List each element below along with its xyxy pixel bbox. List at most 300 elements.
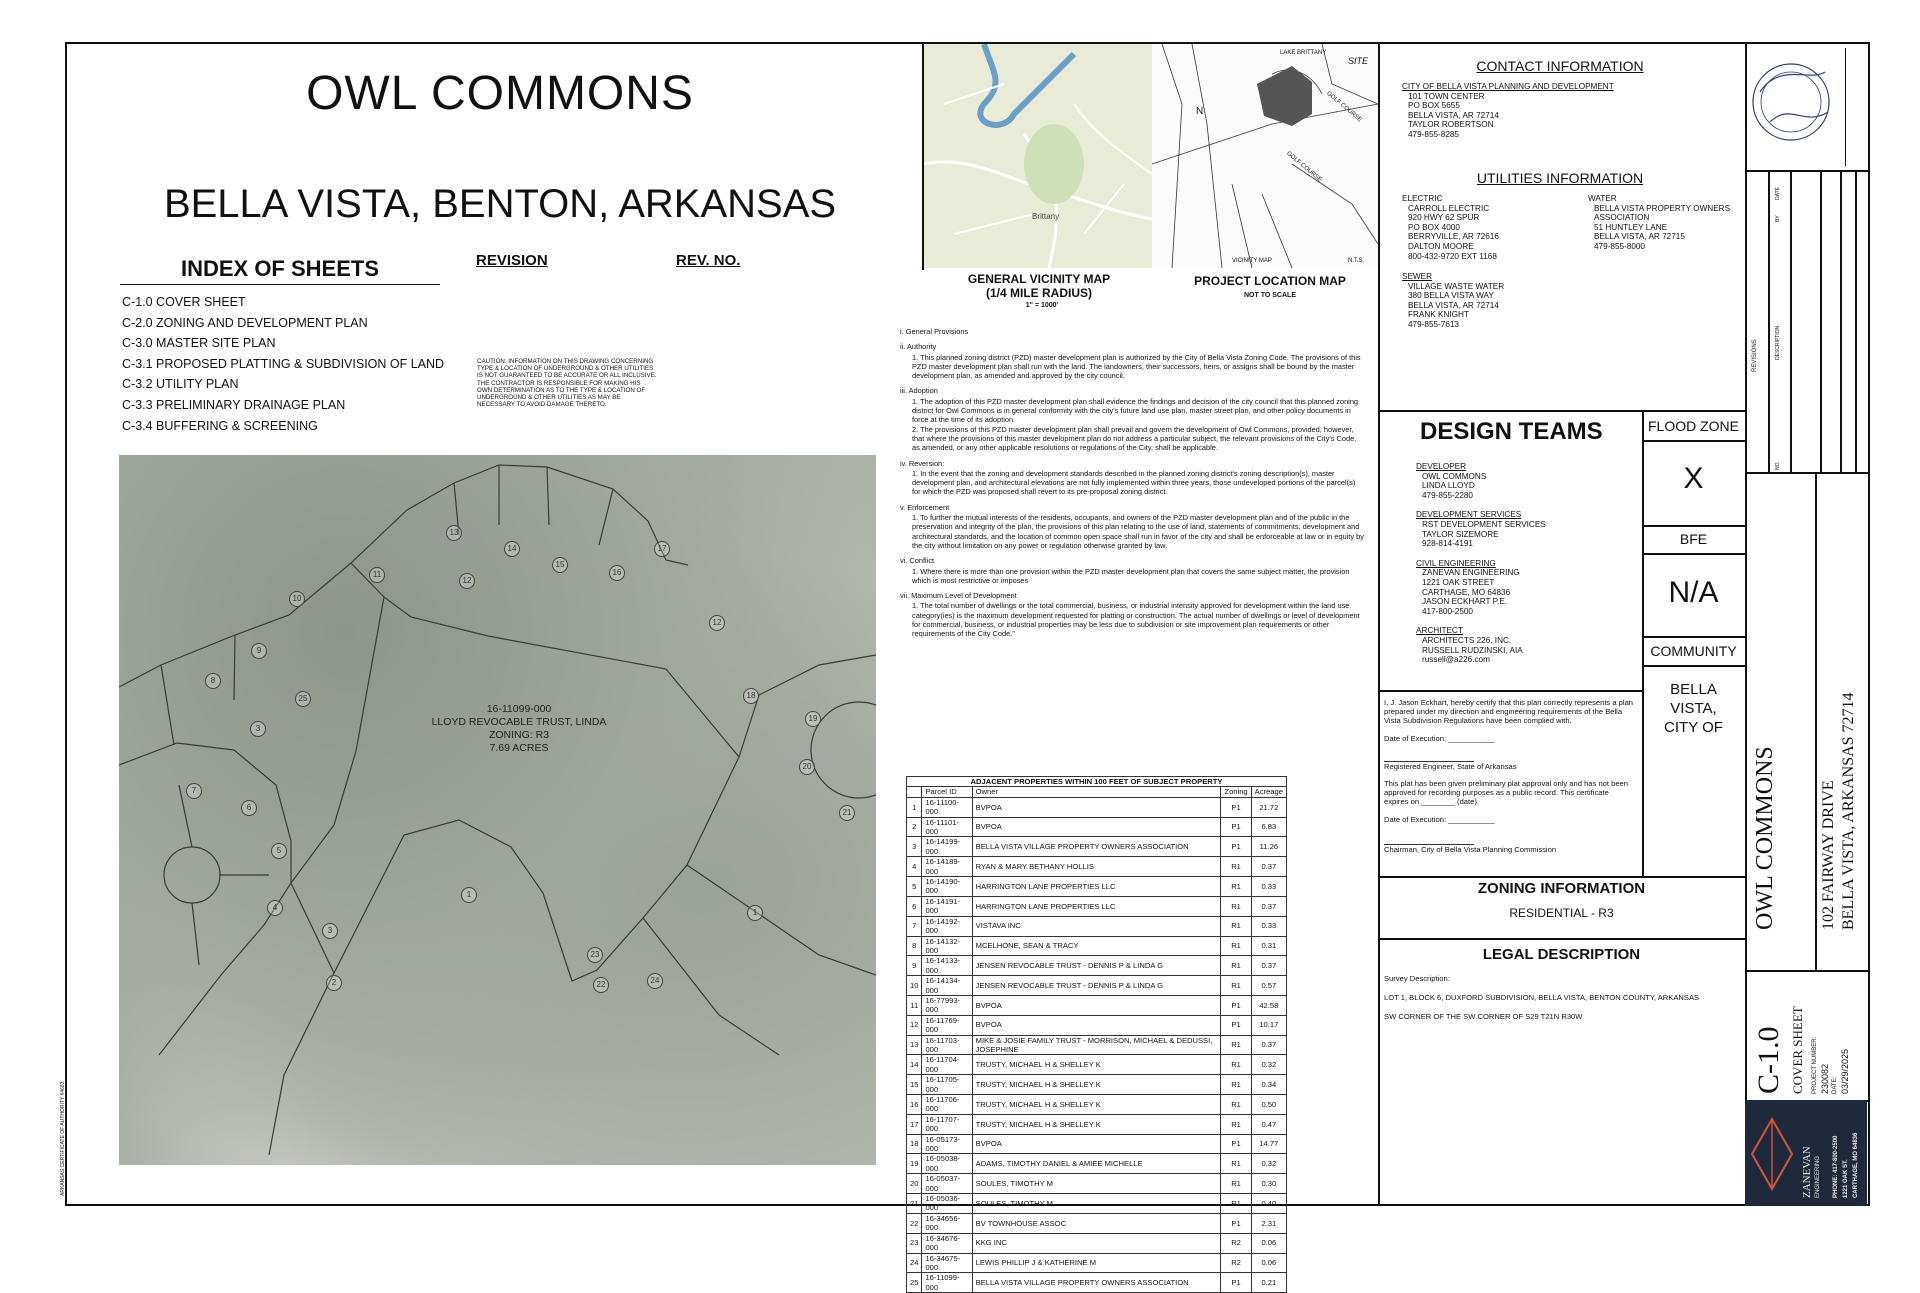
community-value <box>1642 680 1745 737</box>
table-cell: 17 <box>907 1114 922 1134</box>
north-arrow: N <box>1196 106 1204 117</box>
adoption-heading: iii. Adoption <box>900 386 938 396</box>
table-cell: 22 <box>907 1213 922 1233</box>
table-row <box>907 1273 1287 1293</box>
lot-marker: 5 <box>271 843 287 859</box>
table-cell: 0.06 <box>1251 1253 1286 1273</box>
table-cell: 21 <box>907 1194 922 1214</box>
table-cell: 7 <box>907 916 922 936</box>
contact-line: BELLA VISTA, AR 72714 <box>1408 110 1499 120</box>
table-cell: 24 <box>907 1253 922 1273</box>
table-row <box>907 1015 1287 1035</box>
contact-line: TAYLOR ROBERTSON <box>1408 120 1494 130</box>
table-row <box>907 817 1287 837</box>
table-cell: 5 <box>907 877 922 897</box>
lot-marker: 8 <box>205 673 221 689</box>
table-cell: BVPOA <box>972 1015 1221 1035</box>
flood-h2 <box>1642 525 1745 527</box>
community-line: CITY OF <box>1664 719 1723 736</box>
project-location-map <box>1152 44 1378 268</box>
civil-line: 417-800-2500 <box>1422 606 1473 616</box>
table-cell: MCELHONE, SEAN & TRACY <box>972 936 1221 956</box>
table-cell: TRUSTY, MICHAEL H & SHELLEY K <box>972 1114 1221 1134</box>
lot-marker: 25 <box>295 691 311 707</box>
civil-line: 1221 OAK STREET <box>1422 577 1495 587</box>
table-cell: R1 <box>1221 936 1251 956</box>
table-cell: P1 <box>1221 817 1251 837</box>
rev-v5 <box>1855 170 1857 472</box>
table-cell: MIKE & JOSIE FAMILY TRUST - MORRISON, MICHAEL & DEDUSSI, JOSEPHINE <box>972 1035 1221 1055</box>
table-cell: 10.17 <box>1251 1015 1286 1035</box>
column-header: Owner <box>972 787 1221 797</box>
table-row <box>907 857 1287 877</box>
table-cell: 0.40 <box>1251 1194 1286 1214</box>
sewer-line: FRANK KNIGHT <box>1408 310 1469 320</box>
table-cell: BVPOA <box>972 817 1221 837</box>
certification-text: I, J. Jason Eckhart, hereby certify that this plan correctly represents a plan prepared under my direction and engineering requirements of the Bella Vista Subdivision Regulations have been complied with. <box>1384 698 1634 726</box>
table-cell: 16-05037-000 <box>922 1174 972 1194</box>
table-cell: SOULES, TIMOTHY M <box>972 1194 1221 1214</box>
lot-marker: 21 <box>839 805 855 821</box>
zoning-divider <box>1378 876 1745 878</box>
table-cell: 0.37 <box>1251 896 1286 916</box>
firm-logo-icon <box>1747 1114 1797 1194</box>
table-cell: 1 <box>907 797 922 817</box>
vicinity-map-title: GENERAL VICINITY MAP (1/4 MILE RADIUS) <box>967 272 1111 300</box>
table-cell: 16-11100-000 <box>922 797 972 817</box>
community-heading: COMMUNITY <box>1650 643 1737 659</box>
lot-marker: 24 <box>647 973 663 989</box>
electric-heading: ELECTRIC <box>1402 194 1443 203</box>
contact-org: CITY OF BELLA VISTA PLANNING AND DEVELOPMENT <box>1402 82 1614 91</box>
vicinity-map-footer: VICINITY MAP <box>1232 258 1272 264</box>
table-cell: 11 <box>907 995 922 1015</box>
table-body <box>907 797 1287 1292</box>
sewer-line: VILLAGE WASTE WATER <box>1408 281 1505 291</box>
table-cell: 16-14134-000 <box>922 976 972 996</box>
project-number: 230082 <box>1820 1063 1830 1094</box>
revision-heading: REVISION <box>476 252 548 269</box>
table-cell: R2 <box>1221 1233 1251 1253</box>
table-cell: 8 <box>907 936 922 956</box>
contact-line: 479-855-8285 <box>1408 129 1459 139</box>
lot-marker: 1 <box>461 887 477 903</box>
devserv-line: TAYLOR SIZEMORE <box>1422 529 1499 539</box>
table-cell: 18 <box>907 1134 922 1154</box>
survey-label: Survey Description: <box>1384 974 1450 983</box>
table-row <box>907 1134 1287 1154</box>
table-row <box>907 916 1287 936</box>
table-cell: 0.31 <box>1251 936 1286 956</box>
execution-date-2: Date of Execution: ___________ <box>1384 814 1495 824</box>
table-cell: 25 <box>907 1273 922 1293</box>
lot-marker: 19 <box>805 711 821 727</box>
sewer-line: 380 BELLA VISTA WAY <box>1408 291 1494 301</box>
table-cell: 0.34 <box>1251 1075 1286 1095</box>
titleblock-project: OWL COMMONS <box>1752 746 1778 930</box>
adoption-text-1: 1. The adoption of this PZD master development plan shall evidence the findings and decision of the city council that this planned zoning district for Owl Commons is in general conformity with the city's future land use plan, master street plan, and other policy documents in force at the time of its adoption. <box>912 396 1359 425</box>
revisions-label: REVISIONS <box>1752 339 1758 372</box>
table-cell: ADAMS, TIMOTHY DANIEL & AMIEE MICHELLE <box>972 1154 1221 1174</box>
contact-heading: CONTACT INFORMATION <box>1476 58 1644 74</box>
table-cell: 19 <box>907 1154 922 1174</box>
table-cell: 16-11706-000 <box>922 1095 972 1115</box>
golf-course-label: GOLF COURSE <box>1325 90 1363 124</box>
table-cell: 16-11707-000 <box>922 1114 972 1134</box>
seal-graphic <box>1750 52 1832 152</box>
table-cell: 13 <box>907 1035 922 1055</box>
project-location: BELLA VISTA, BENTON, ARKANSAS <box>163 182 837 226</box>
max-development-text: 1. The total number of dwellings or the total commercial, business, or industrial intensity approved for development within the land use category(ies) is the maximum development requested for platting or construction. The actual number of dwellings or level of development for commercial, business, or industrial properties may be less due to subdivision or site improvement plan requirements or other requirements of the City Code." <box>912 601 1360 639</box>
table-cell: P1 <box>1221 1015 1251 1035</box>
table-row <box>907 896 1287 916</box>
authority-certificate: ARKANSAS CERTIFICATE OF AUTHORITY #4683 <box>60 1081 66 1196</box>
firm-name: ZANEVAN <box>1801 1146 1813 1198</box>
table-cell: VISTAVA INC <box>972 916 1221 936</box>
authority-text: 1. This planned zoning district (PZD) master development plan is authorized by the City of Bella Vista Zoning Code. The provisions of this PZD master development plan shall run with the land. The landowners, their successors, heirs, or assigns shall be bound by the master development plan, as amended and approved by the city council. <box>912 352 1361 381</box>
location-map-title: PROJECT LOCATION MAP <box>1194 274 1346 288</box>
index-heading: INDEX OF SHEETS <box>120 256 440 285</box>
rev-col-by: BY <box>1775 215 1781 222</box>
rev-v2 <box>1790 170 1792 472</box>
firm-city: CARTHAGE, MO 64836 <box>1853 1132 1859 1198</box>
table-row <box>907 837 1287 857</box>
enforcement-text: 1. To further the mutual interests of the residents, occupants, and owners of the PZD master development plan and of the public in the preservation and integrity of the plan, the provisions of this plan relating to the use of land, statements of commitments, development and architectural standards, and the location of common open space shall run in favor of the city and shall be enforceable at law or in equity by the city without limitation on any power or regulation otherwise granted by law. <box>912 513 1364 550</box>
table-cell: R1 <box>1221 896 1251 916</box>
rev-no-heading: REV. NO. <box>676 252 741 269</box>
bfe-value: N/A <box>1668 576 1719 609</box>
table-row <box>907 976 1287 996</box>
flood-h1 <box>1642 440 1745 442</box>
titleblock-address-2: BELLA VISTA, ARKANSAS 72714 <box>1840 692 1857 930</box>
table-row <box>907 1075 1287 1095</box>
table-cell: R2 <box>1221 1253 1251 1273</box>
table-cell: R1 <box>1221 1174 1251 1194</box>
table-cell: 9 <box>907 956 922 976</box>
general-provisions <box>900 327 1365 639</box>
table-row <box>907 1174 1287 1194</box>
utilities-heading: UTILITIES INFORMATION <box>1476 170 1644 186</box>
table-cell: 0.30 <box>1251 1174 1286 1194</box>
sewer-line: 479-855-7613 <box>1408 319 1459 329</box>
table-row <box>907 1253 1287 1273</box>
table-cell: BELLA VISTA VILLAGE PROPERTY OWNERS ASSOCIATION <box>972 837 1221 857</box>
table-cell: P1 <box>1221 1213 1251 1233</box>
table-cell: 16-14189-000 <box>922 857 972 877</box>
legal-divider <box>1378 938 1745 940</box>
site-boundary-lines <box>119 455 876 1165</box>
zoning-heading: ZONING INFORMATION <box>1477 880 1646 897</box>
vicinity-map-drawing <box>924 44 1152 268</box>
firm-phone: PHONE: 417-800-2500 <box>1833 1135 1839 1198</box>
provisions-heading: i. General Provisions <box>900 327 969 336</box>
table-cell: 16-11704-000 <box>922 1055 972 1075</box>
table-row <box>907 797 1287 817</box>
conflict-heading: vi. Conflict <box>900 556 935 566</box>
sheet-number: C-1.0 <box>1752 1026 1785 1094</box>
electric-block <box>1402 194 1499 261</box>
legal-heading: LEGAL DESCRIPTION <box>1482 946 1641 963</box>
rev-v4 <box>1840 170 1842 472</box>
table-cell: 14.77 <box>1251 1134 1286 1154</box>
table-row <box>907 1194 1287 1214</box>
table-cell: 0.57 <box>1251 976 1286 996</box>
tb-h1 <box>1745 170 1870 172</box>
table-cell: BVPOA <box>972 995 1221 1015</box>
reversion-heading: iv. Reversion: <box>900 458 945 468</box>
rev-col-no: NO. <box>1775 461 1781 470</box>
rev-col-date: DATE <box>1775 187 1781 200</box>
flood-zone-heading: FLOOD ZONE <box>1647 418 1739 434</box>
zoning-value: RESIDENTIAL - R3 <box>1509 906 1614 920</box>
rev-col-description: DESCRIPTION <box>1775 325 1781 360</box>
table-cell: LEWIS PHILLIP J & KATHERINE M <box>972 1253 1221 1273</box>
tb-h2 <box>1745 472 1870 474</box>
table-cell: 2 <box>907 817 922 837</box>
table-row <box>907 1035 1287 1055</box>
contact-block <box>1402 82 1614 140</box>
table-cell: 11.26 <box>1251 837 1286 857</box>
sheet-name: COVER SHEET <box>1790 1006 1805 1094</box>
engineer-label: Registered Engineer, State of Arkansas <box>1384 761 1517 771</box>
certification-block <box>1384 698 1634 854</box>
lot-marker: 9 <box>251 643 267 659</box>
design-divider <box>1378 410 1745 412</box>
civil-line: ZANEVAN ENGINEERING <box>1422 568 1520 578</box>
execution-date-1: Date of Execution: ___________ <box>1384 733 1495 743</box>
developer-line: OWL COMMONS <box>1422 471 1487 481</box>
table-cell: R1 <box>1221 857 1251 877</box>
table-cell: 0.21 <box>1251 1273 1286 1293</box>
table-cell: RYAN & MARY BETHANY HOLLIS <box>972 857 1221 877</box>
table-cell: 0.47 <box>1251 1114 1286 1134</box>
table-cell: 12 <box>907 1015 922 1035</box>
column-header: Parcel ID <box>922 787 972 797</box>
table-cell: R1 <box>1221 1114 1251 1134</box>
civil-heading: CIVIL ENGINEERING <box>1416 558 1496 568</box>
aerial-site-plan <box>119 455 876 1165</box>
table-cell: R1 <box>1221 1154 1251 1174</box>
table-cell: 16-14192-000 <box>922 916 972 936</box>
tb-v-addr <box>1815 472 1817 970</box>
rev-v3 <box>1820 170 1822 472</box>
lake-label: LAKE BRITTANY <box>1280 50 1327 56</box>
issue-date: 03/29/2025 <box>1840 1048 1850 1094</box>
developer-line: LINDA LLOYD <box>1422 481 1475 491</box>
table-cell: 15 <box>907 1075 922 1095</box>
sheet-index-item: C-3.2 UTILITY PLAN <box>122 377 239 392</box>
table-cell: 16-11703-000 <box>922 1035 972 1055</box>
table-cell: R1 <box>1221 1035 1251 1055</box>
table-cell: R1 <box>1221 1055 1251 1075</box>
parcel-id: 16-11099-000 <box>486 703 552 715</box>
lot-marker: 18 <box>743 688 759 704</box>
table-cell: 0.37 <box>1251 1035 1286 1055</box>
table-cell: 16-14191-000 <box>922 896 972 916</box>
sheet-index-item: C-3.1 PROPOSED PLATTING & SUBDIVISION OF LAND <box>122 356 445 371</box>
table-cell: TRUSTY, MICHAEL H & SHELLEY K <box>972 1075 1221 1095</box>
table-cell: 0.37 <box>1251 956 1286 976</box>
table-cell: BVPOA <box>972 1134 1221 1154</box>
water-line: BELLA VISTA PROPERTY OWNERS <box>1594 203 1731 213</box>
parcel-acreage: 7.69 ACRES <box>489 742 549 754</box>
table-row <box>907 1095 1287 1115</box>
vicinity-map-scale: 1" = 1000' <box>1025 302 1059 309</box>
table-cell: P1 <box>1221 837 1251 857</box>
community-line: VISTA, <box>1670 700 1717 717</box>
table-row <box>907 1055 1287 1075</box>
electric-line: PO BOX 4000 <box>1408 222 1460 232</box>
table-cell: 16-34676-000 <box>922 1233 972 1253</box>
lot-marker: 2 <box>326 975 342 991</box>
sheet-index-item: C-3.4 BUFFERING & SCREENING <box>122 418 318 433</box>
water-heading: WATER <box>1588 194 1617 203</box>
lot-marker: 13 <box>446 525 462 541</box>
chairman-label: Chairman, City of Bella Vista Planning Commission <box>1384 844 1557 854</box>
devserv-heading: DEVELOPMENT SERVICES <box>1416 510 1522 520</box>
lot-marker: 23 <box>587 947 603 963</box>
table-row <box>907 1233 1287 1253</box>
table-cell: JENSEN REVOCABLE TRUST - DENNIS P & LINDA G <box>972 956 1221 976</box>
table-cell: 20 <box>907 1174 922 1194</box>
bfe-heading: BFE <box>1679 531 1708 547</box>
table-cell: HARRINGTON LANE PROPERTIES LLC <box>972 877 1221 897</box>
table-row <box>907 1114 1287 1134</box>
flood-h5 <box>1642 665 1745 667</box>
table-row <box>907 877 1287 897</box>
table-cell: 16-11705-000 <box>922 1075 972 1095</box>
table-cell: 16-14199-000 <box>922 837 972 857</box>
table-caption: ADJACENT PROPERTIES WITHIN 100 FEET OF SUBJECT PROPERTY <box>907 777 1287 787</box>
community-line: BELLA <box>1670 681 1717 698</box>
flood-h3 <box>1642 553 1745 555</box>
lot-marker: 7 <box>186 783 202 799</box>
titleblock-address-1: 102 FAIRWAY DRIVE <box>1820 780 1837 930</box>
lot-marker: 17 <box>654 541 670 557</box>
adjacent-properties-table <box>906 776 1287 1293</box>
table-cell: BELLA VISTA VILLAGE PROPERTY OWNERS ASSOCIATION <box>972 1273 1221 1293</box>
table-cell: 0.06 <box>1251 1233 1286 1253</box>
table-cell: 16-11769-000 <box>922 1015 972 1035</box>
table-cell: SOULES, TIMOTHY M <box>972 1174 1221 1194</box>
flood-zone-value: X <box>1683 462 1704 495</box>
lot-marker: 16 <box>609 565 625 581</box>
sheet-index-item: C-1.0 COVER SHEET <box>122 295 246 309</box>
electric-line: 920 HWY 62 SPUR <box>1408 213 1480 223</box>
table-cell: R1 <box>1221 1075 1251 1095</box>
titleblock-divider <box>1745 42 1747 1206</box>
architect-heading: ARCHITECT <box>1416 626 1463 636</box>
table-cell: 16-05173-000 <box>922 1134 972 1154</box>
lot-marker: 20 <box>799 759 815 775</box>
devserv-line: 928-814-4191 <box>1422 539 1473 549</box>
lot-marker: 1 <box>747 905 763 921</box>
firm-logo-panel <box>1745 1100 1867 1206</box>
lot-marker: 14 <box>504 541 520 557</box>
table-cell: 16 <box>907 1095 922 1115</box>
table-cell: 6 <box>907 896 922 916</box>
firm-street: 1221 OAK ST. <box>1843 1159 1849 1198</box>
authority-heading: ii. Authority <box>900 342 937 352</box>
column-header: Zoning <box>1221 787 1251 797</box>
column-header: Acreage <box>1251 787 1286 797</box>
reversion-text: 1. In the event that the zoning and development standards described in the planned zoning district's zoning description(s), master development plan, and architectural elevations are not fully implemented within three years, those undeveloped portions of the parcel(s) for which the PZD was proposed shall revert to its pre-proposal zoning district. <box>912 468 1356 497</box>
table-cell: 16-05036-000 <box>922 1194 972 1214</box>
developer-line: 479-855-2280 <box>1422 490 1473 500</box>
table-cell: 0.33 <box>1251 877 1286 897</box>
architect-line: RUSSELL RUDZINSKI, AIA <box>1422 645 1523 655</box>
nts-label: N.T.S. <box>1348 258 1365 264</box>
flood-h4 <box>1642 636 1745 638</box>
table-cell: 16-05038-000 <box>922 1154 972 1174</box>
table-cell: P1 <box>1221 1273 1251 1293</box>
table-cell: R1 <box>1221 1095 1251 1115</box>
architect-line: russell@a226.com <box>1422 655 1490 665</box>
table-cell: 23 <box>907 1233 922 1253</box>
devserv-line: RST DEVELOPMENT SERVICES <box>1422 519 1546 529</box>
caution-note: CAUTION: INFORMATION ON THIS DRAWING CONCERNING TYPE & LOCATION OF UNDERGROUND & OTHER UTILITIES IS NOT GUARANTEED TO BE ACCURATE OR ALL INCLUSIVE. THE CONTRACTOR IS RESPONSIBLE FOR MAKING HIS OWN DETERMINATION AS TO THE TYPE & LOCATION OF UNDERGROUND & OTHER UTILITIES AS MAY BE NECESSARY TO AVOID DAMAGE THERETO. <box>477 358 657 409</box>
design-teams-heading: DESIGN TEAMS <box>1420 418 1603 445</box>
table-cell: 16-77993-000 <box>922 995 972 1015</box>
table-cell: TRUSTY, MICHAEL H & SHELLEY K <box>972 1095 1221 1115</box>
lot-marker: 12 <box>459 573 475 589</box>
lot-marker: 6 <box>241 800 257 816</box>
table-cell: 16-34656-000 <box>922 1213 972 1233</box>
contact-line: PO BOX 5655 <box>1408 101 1460 111</box>
tb-h3 <box>1745 970 1870 972</box>
electric-line: 800-432-9720 EXT 1168 <box>1408 251 1497 261</box>
table-cell: R1 <box>1221 956 1251 976</box>
location-map-drawing <box>1152 44 1378 268</box>
project-number-label: PROJECT NUMBER: <box>1812 1036 1818 1094</box>
enforcement-heading: v. Enforcement <box>900 502 950 512</box>
water-line: 479-855-8000 <box>1594 241 1645 251</box>
table-cell: TRUSTY, MICHAEL H & SHELLEY K <box>972 1055 1221 1075</box>
table-row <box>907 1213 1287 1233</box>
table-cell: R1 <box>1221 976 1251 996</box>
electric-line: BERRYVILLE, AR 72616 <box>1408 232 1499 242</box>
table-cell: 4 <box>907 857 922 877</box>
table-cell: R1 <box>1221 1194 1251 1214</box>
table-cell: P1 <box>1221 797 1251 817</box>
table-cell: 0.32 <box>1251 1055 1286 1075</box>
table-cell: KKG INC <box>972 1233 1221 1253</box>
table-cell: 42.58 <box>1251 995 1286 1015</box>
table-cell: HARRINGTON LANE PROPERTIES LLC <box>972 896 1221 916</box>
table-cell: 2.31 <box>1251 1213 1286 1233</box>
table-row <box>907 1154 1287 1174</box>
adoption-text-2: 2. The provisions of this PZD master development plan shall prevail and govern the development of Owl Commons, provided, however, that where the provisions of this master development plan do not address a particular subject, the relevant provisions of the City's Code, as amended, or any other applicable resolutions or regulations of the City, shall be applicable. <box>912 424 1357 453</box>
table-cell: 0.32 <box>1251 1154 1286 1174</box>
table-cell: 3 <box>907 837 922 857</box>
right-panel-divider <box>1378 42 1380 1206</box>
project-title: OWL COMMONS <box>306 67 694 120</box>
table-cell: 16-14190-000 <box>922 877 972 897</box>
max-development-heading: vii. Maximum Level of Development <box>900 591 1017 601</box>
lot-marker: 4 <box>267 900 283 916</box>
parcel-owner: LLOYD REVOCABLE TRUST, LINDA <box>431 716 607 728</box>
legal-corner: SW CORNER OF THE SW CORNER OF S29 T21N R30W <box>1384 1012 1583 1022</box>
table-cell: P1 <box>1221 1134 1251 1154</box>
table-cell: 0.33 <box>1251 916 1286 936</box>
table-cell: 14 <box>907 1055 922 1075</box>
sheet-index-item: C-3.3 PRELIMINARY DRAINAGE PLAN <box>122 397 346 412</box>
date-label: DATE: <box>1832 1076 1838 1094</box>
table-cell: 16-14132-000 <box>922 936 972 956</box>
table-cell: BVPOA <box>972 797 1221 817</box>
sheet-index-list <box>122 292 444 436</box>
rev-col <box>1845 48 1876 166</box>
